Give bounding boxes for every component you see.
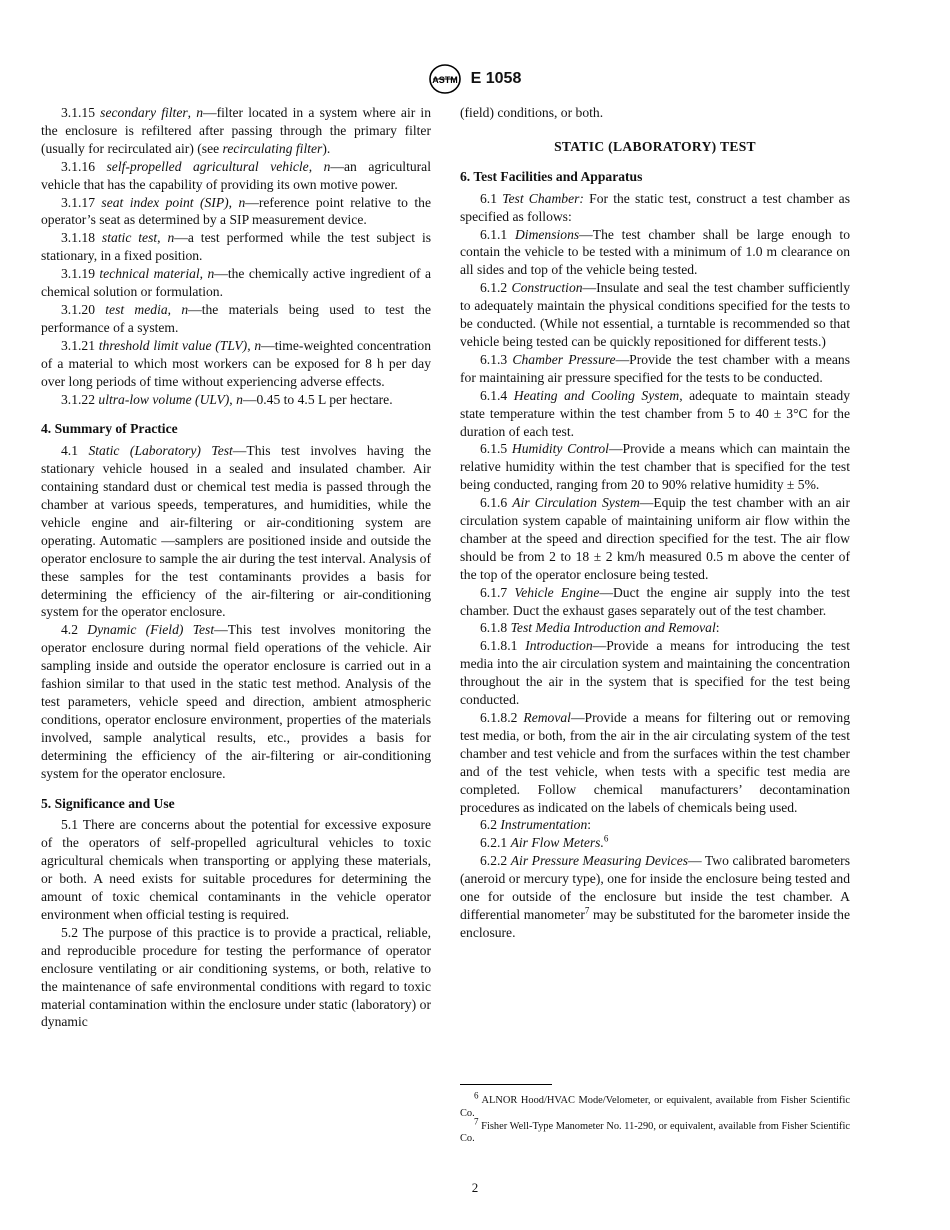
para-title: Air Pressure Measuring Devices xyxy=(510,853,689,869)
paragraph-6-1-8-1 xyxy=(460,637,850,709)
para-title: Test Media Introduction and Removal xyxy=(510,620,716,636)
definition-3-1-15: 3.1.15 secondary filter, n—filter located in a system where air in the enclosure is refiltered after passing through the primary filter (usually for recirculated air) (see recirculating filter). xyxy=(41,105,432,156)
para-title: Instrumentation xyxy=(500,817,588,833)
def-n: n xyxy=(254,337,262,353)
def-n: n xyxy=(207,266,215,282)
para-text: —This test involves having the stationary vehicle housed in a sealed and insulated chamber. Air containing standard dust or chemical test media is passed through the chamber at various speeds, temperatures, and humidities, while the vehicle engine and air-filtering or air-conditioning system are operating. Automatic —samplers are positioned inside and outside the operator enclosure to sample the air during the test interval. Analysis of these samples for the test contaminants provides a basis for determining the efficiency of the air-filtering or air-conditioning system for the operator enclosure. xyxy=(41,443,432,620)
paragraph-4-1 xyxy=(41,442,431,621)
para-text: , adequate to maintain steady state temperature within the test chamber from 5 to 40 ± 3°C for the duration of each test. xyxy=(460,387,850,439)
def-text: —reference point relative to the operator’s seat as determined by a SIP measurement device. xyxy=(41,194,431,228)
def-term: threshold limit value (TLV) xyxy=(98,337,248,353)
page-header xyxy=(0,64,950,94)
section-5-heading: 5. Significance and Use xyxy=(41,795,175,811)
astm-logo-icon xyxy=(429,64,461,94)
astm-logo-text: ASTM xyxy=(431,75,458,85)
para-num: 6.1.7 xyxy=(480,584,508,600)
definition-3-1-16: 3.1.16 self-propelled agricultural vehicle, n—an agricultural vehicle that has the capability of providing its own motive power. xyxy=(41,158,431,192)
continuation-text: (field) conditions, or both. xyxy=(460,105,604,120)
document-designation: E 1058 xyxy=(470,70,522,87)
footnotes xyxy=(460,1084,850,1146)
def-text-post: ). xyxy=(322,140,331,156)
para-text: The purpose of this practice is to provide a practical, reliable, and reproducible procedure for testing the performance of operator enclosure ventilating or air conditioning systems, or both, relative to the maintenance of safe environmental conditions with regard to toxic material contamination within the enclosure under static (laboratory) or dynamic xyxy=(41,924,431,1030)
paragraph-6-1-5 xyxy=(460,440,850,494)
footnote-mark: 6 xyxy=(474,1090,479,1101)
section-4-heading: 4. Summary of Practice xyxy=(41,421,178,437)
para-num: 6.1.1 xyxy=(480,226,508,242)
left-column xyxy=(41,104,431,1031)
def-text: —time-weighted concentration of a material to which most workers can be exposed for 8 h per day over long periods of time without experiencing adverse effects. xyxy=(41,337,431,389)
para-text: — Two calibrated barometers (aneroid or mercury type), one for inside the enclosure being tested and one for outside of the enclosure but inside the test chamber. A differential manometer xyxy=(460,853,850,922)
def-term: secondary filter xyxy=(100,105,188,120)
def-n: n xyxy=(196,105,204,120)
def-n: n xyxy=(236,391,243,407)
para-text: : xyxy=(715,620,720,636)
footnote-rule xyxy=(460,1084,552,1085)
paragraph-6-1-8-2 xyxy=(460,709,850,816)
para-text: There are concerns about the potential for excessive exposure of the operators of self-propelled agricultural vehicles to toxic agricultural chemicals when transporting or applying these materials, or both. A need exists for suitable procedures for determining the amount of toxic chemical contaminants in the vehicle operator environment when official testing is required. xyxy=(41,817,432,922)
def-n: n xyxy=(238,194,246,210)
para-title: Dynamic (Field) Test xyxy=(87,622,215,638)
para-text: —Duct the engine air supply into the test chamber. Duct the exhaust gases separately out of the test chamber. xyxy=(460,584,850,618)
def-num: 3.1.22 xyxy=(61,391,95,407)
paragraph-6-1-3 xyxy=(460,351,850,387)
para-title: Heating and Cooling System xyxy=(513,387,680,403)
def-term: static test xyxy=(101,230,158,246)
def-num: 3.1.19 xyxy=(61,266,95,282)
def-num: 3.1.16 xyxy=(61,158,95,174)
para-num: 6.1.3 xyxy=(480,351,508,367)
para-text: For the static test, construct a test chamber as specified as follows: xyxy=(460,190,850,224)
def-text: —an agricultural vehicle that has the capability of providing its own motive power. xyxy=(41,158,431,192)
footnote-ref[interactable]: 6 xyxy=(603,833,609,844)
para-num: 6.1.4 xyxy=(480,387,508,403)
para-num: 6.1.6 xyxy=(480,495,508,511)
right-column xyxy=(460,104,850,942)
paragraph-6-1-1 xyxy=(460,226,850,280)
def-term: technical material xyxy=(99,266,200,282)
para-title: Air Flow Meters. xyxy=(510,835,604,851)
definition-3-1-21: 3.1.21 threshold limit value (TLV), n—time-weighted concentration of a material to which most workers can be exposed for 8 h per day over long periods of time without experiencing adverse effects. xyxy=(41,337,431,389)
para-num: 6.2.2 xyxy=(480,853,508,869)
paragraph-6-1-8 xyxy=(460,619,850,637)
para-title: Test Chamber: xyxy=(502,190,584,206)
para-text: : xyxy=(587,817,592,833)
para-num: 6.1 xyxy=(480,190,497,206)
def-term: self-propelled agricultural vehicle xyxy=(106,158,309,174)
para-text: —This test involves monitoring the operator enclosure during normal field operations of the vehicle. Air sampling inside and outside the operator enclosure is carried out in a fashion similar to that used in the static test method. Analysis of the test parameters, vehicle speed and direction, ambient atmospheric conditions, operator enclosure environment, properties of the materials involved, sample analytical results, etc., provides a basis for determining the efficiency of the air-filtering or air-conditioning system for the operator enclosure. xyxy=(41,622,431,781)
definition-3-1-18: 3.1.18 static test, n—a test performed while the test subject is stationary, in a fixed position. xyxy=(41,230,432,264)
para-num: 6.1.5 xyxy=(480,441,508,457)
para-title: Dimensions xyxy=(514,226,580,242)
def-num: 3.1.20 xyxy=(61,301,95,317)
def-term: test media xyxy=(105,301,168,317)
para-text: —Insulate and seal the test chamber sufficiently to adequately maintain the physical conditions specified for the tests to be conducted. (While not essential, a turntable is recommended so that vehicle being tested can be quickly repositioned for different tests.) xyxy=(460,280,850,349)
footnote-text: Fisher Well-Type Manometer No. 11-290, or equivalent, available from Fisher Scientific Co. xyxy=(460,1120,850,1145)
para-title: Introduction xyxy=(525,638,593,654)
def-num: 3.1.15 xyxy=(61,105,95,120)
paragraph-4-2 xyxy=(41,621,431,782)
para-text-cont: may be substituted for the barometer inside the enclosure. xyxy=(460,906,850,940)
para-title: Removal xyxy=(523,710,571,725)
definition-3-1-22: 3.1.22 ultra-low volume (ULV), n—0.45 to 4.5 L per hectare. xyxy=(61,391,393,407)
para-title: Chamber Pressure xyxy=(512,351,616,367)
para-num: 4.1 xyxy=(61,443,78,459)
footnote-7 xyxy=(460,1116,850,1147)
def-text: —0.45 to 4.5 L per hectare. xyxy=(242,391,393,407)
def-ref: recirculating filter xyxy=(222,140,323,156)
def-n: n xyxy=(323,158,331,174)
para-title: Vehicle Engine xyxy=(514,584,600,600)
para-text: —Provide a means which can maintain the relative humidity within the test chamber that is specified for the test being conducted, ranging from 20 to 90% relative humidity ± 5%. xyxy=(460,441,850,493)
paragraph-6-1-4 xyxy=(460,387,850,441)
para-num: 6.1.8.1 xyxy=(480,638,518,654)
def-term: seat index point (SIP) xyxy=(101,194,229,210)
para-title: Air Circulation System xyxy=(512,495,640,511)
paragraph-6-2-1 xyxy=(460,834,850,852)
paragraph-6-1-7 xyxy=(460,584,850,620)
def-n: n xyxy=(181,301,189,317)
definition-3-1-20: 3.1.20 test media, n—the materials being used to test the performance of a system. xyxy=(41,301,432,335)
paragraph-6-2-2 xyxy=(460,852,850,942)
def-n: n xyxy=(167,230,175,246)
para-num: 4.2 xyxy=(61,622,78,638)
para-num: 6.2.1 xyxy=(480,835,508,851)
paragraph-5-1 xyxy=(41,816,431,923)
para-num: 6.1.8 xyxy=(480,620,508,636)
para-num: 6.1.2 xyxy=(480,280,508,296)
footnote-6 xyxy=(460,1090,850,1121)
para-title: Construction xyxy=(511,280,583,296)
para-num: 6.1.8.2 xyxy=(480,710,518,725)
def-num: 3.1.17 xyxy=(61,194,95,210)
paragraph-5-2 xyxy=(41,924,431,1031)
footnote-ref[interactable]: 7 xyxy=(584,905,590,916)
definition-3-1-19: 3.1.19 technical material, n—the chemically active ingredient of a chemical solution or formulation. xyxy=(41,266,431,300)
footnote-mark: 7 xyxy=(474,1116,479,1127)
def-text: —the materials being used to test the performance of a system. xyxy=(41,301,432,335)
para-num: 5.1 xyxy=(61,817,78,833)
para-text: —Provide a means for introducing the test media into the air circulation system and maintaining the concentration throughout the air in the system that is specified for the test being conducted. xyxy=(460,638,851,708)
def-num: 3.1.18 xyxy=(61,230,95,246)
para-num: 6.2 xyxy=(480,817,497,833)
para-num: 5.2 xyxy=(61,924,78,940)
paragraph-6-2 xyxy=(460,816,850,834)
definition-3-1-17: 3.1.17 seat index point (SIP), n—reference point relative to the operator’s seat as determined by a SIP measurement device. xyxy=(41,194,431,228)
para-title: Humidity Control xyxy=(511,441,609,457)
paragraph-6-1 xyxy=(460,190,850,226)
def-text: —the chemically active ingredient of a chemical solution or formulation. xyxy=(41,266,431,300)
page-number: 2 xyxy=(471,1180,479,1195)
section-6-heading: 6. Test Facilities and Apparatus xyxy=(460,168,643,184)
static-test-heading: STATIC (LABORATORY) TEST xyxy=(554,138,756,154)
para-text: —Provide a means for filtering out or removing test media, or both, from the air in the air circulating system of the test chamber and test vehicle and from the surfaces within the test chamber and of the test vehicle, when tests with a specific test media are completed. Follow chemical manufacturers’ decontamination procedures as indicated on the labels of chemicals being used. xyxy=(460,710,850,815)
paragraph-6-1-2 xyxy=(460,279,850,351)
para-text: —Equip the test chamber with an air circulation system capable of maintaining uniform air flow within the chamber at the speed and direction specified for the test. The air flow should be from 2 to 18 ± 2 km/h measured 0.5 m above the center of the top of the operator enclosure being tested. xyxy=(460,495,850,582)
def-text: —a test performed while the test subject is stationary, in a fixed position. xyxy=(41,230,432,264)
def-num: 3.1.21 xyxy=(61,337,95,353)
para-title: Static (Laboratory) Test xyxy=(88,443,233,459)
para-text: —Provide the test chamber with a means for maintaining air pressure specified for the tests to be conducted. xyxy=(460,351,850,385)
def-text: —filter located in a system where air in the enclosure is refiltered after passing through the primary filter (usually for recirculated air) (see xyxy=(41,105,432,156)
footnote-text: ALNOR Hood/HVAC Mode/Velometer, or equivalent, available from Fisher Scientific Co. xyxy=(460,1095,850,1119)
def-term: ultra-low volume (ULV) xyxy=(98,391,230,407)
para-text: —The test chamber shall be large enough to contain the vehicle to be tested with a minimum of 1.0 m clearance on all sides and top of the vehicle being tested. xyxy=(460,226,850,278)
paragraph-6-1-6 xyxy=(460,494,850,584)
